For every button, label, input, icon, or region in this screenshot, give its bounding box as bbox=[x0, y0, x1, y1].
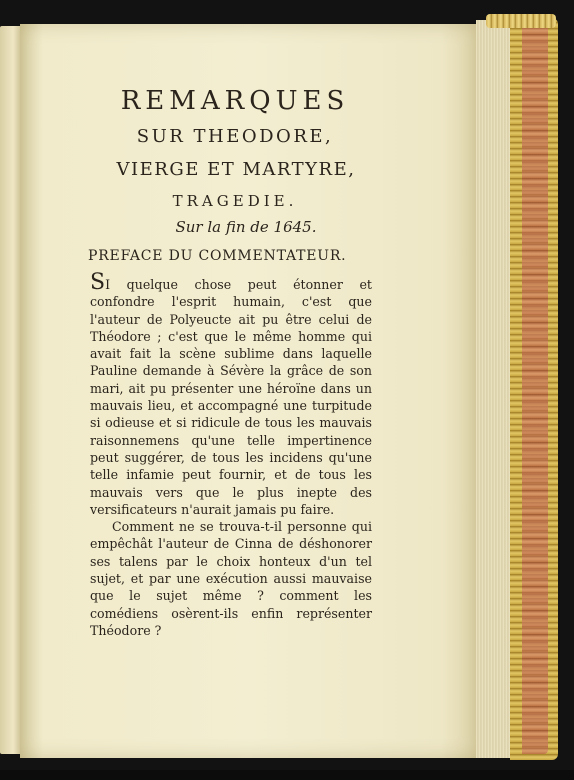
title-remarques: REMARQUES bbox=[120, 86, 350, 116]
section-heading: PREFACE DU COMMENTATEUR. bbox=[88, 248, 347, 264]
gilt-top-edge bbox=[486, 14, 556, 28]
facing-page-edge bbox=[0, 26, 22, 754]
page-edges bbox=[476, 20, 512, 758]
title-sur-theodore: SUR THEODORE, bbox=[136, 126, 334, 147]
paragraph-1 bbox=[90, 270, 372, 518]
title-vierge-et-martyre: VIERGE ET MARTYRE, bbox=[116, 159, 356, 180]
drop-cap: S bbox=[90, 270, 106, 295]
paragraph-1-text: I quelque chose peut étonner et confondre l'esprit humain, c'est que l'auteur de Polyeucte ait pu être celui de Théodore ; c'est que le même homme qui avait fait la scène sublime dans laquelle Pauline demande à Sévère la grâce de son mari, ait pu présenter une héroïne dans un mauvais lieu, et accompagné une turpitude si odieuse et si ridicule de tous les mauvais raisonnemens qu'une telle impertinence peut suggérer, de tous les incidens qu'une telle infamie peut fournir, et de tous les mauvais vers que le plus inepte des versificateurs n'aurait jamais pu faire. bbox=[90, 277, 372, 517]
body-text bbox=[90, 270, 372, 639]
paragraph-2: Comment ne se trouva-t-il personne qui empêchât l'auteur de Cinna de déshonorer ses talens par le choix honteux d'un tel sujet, et par une exécution aussi mauvaise que le sujet même ? comment les comédiens osèrent-ils enfin représenter Théodore ? bbox=[90, 519, 372, 638]
cover-binding bbox=[522, 24, 548, 754]
bottom-background bbox=[0, 770, 574, 780]
date-line: Sur la fin de 1645. bbox=[175, 218, 317, 236]
page-text bbox=[90, 86, 380, 639]
title-tragedie: TRAGEDIE. bbox=[172, 192, 298, 210]
